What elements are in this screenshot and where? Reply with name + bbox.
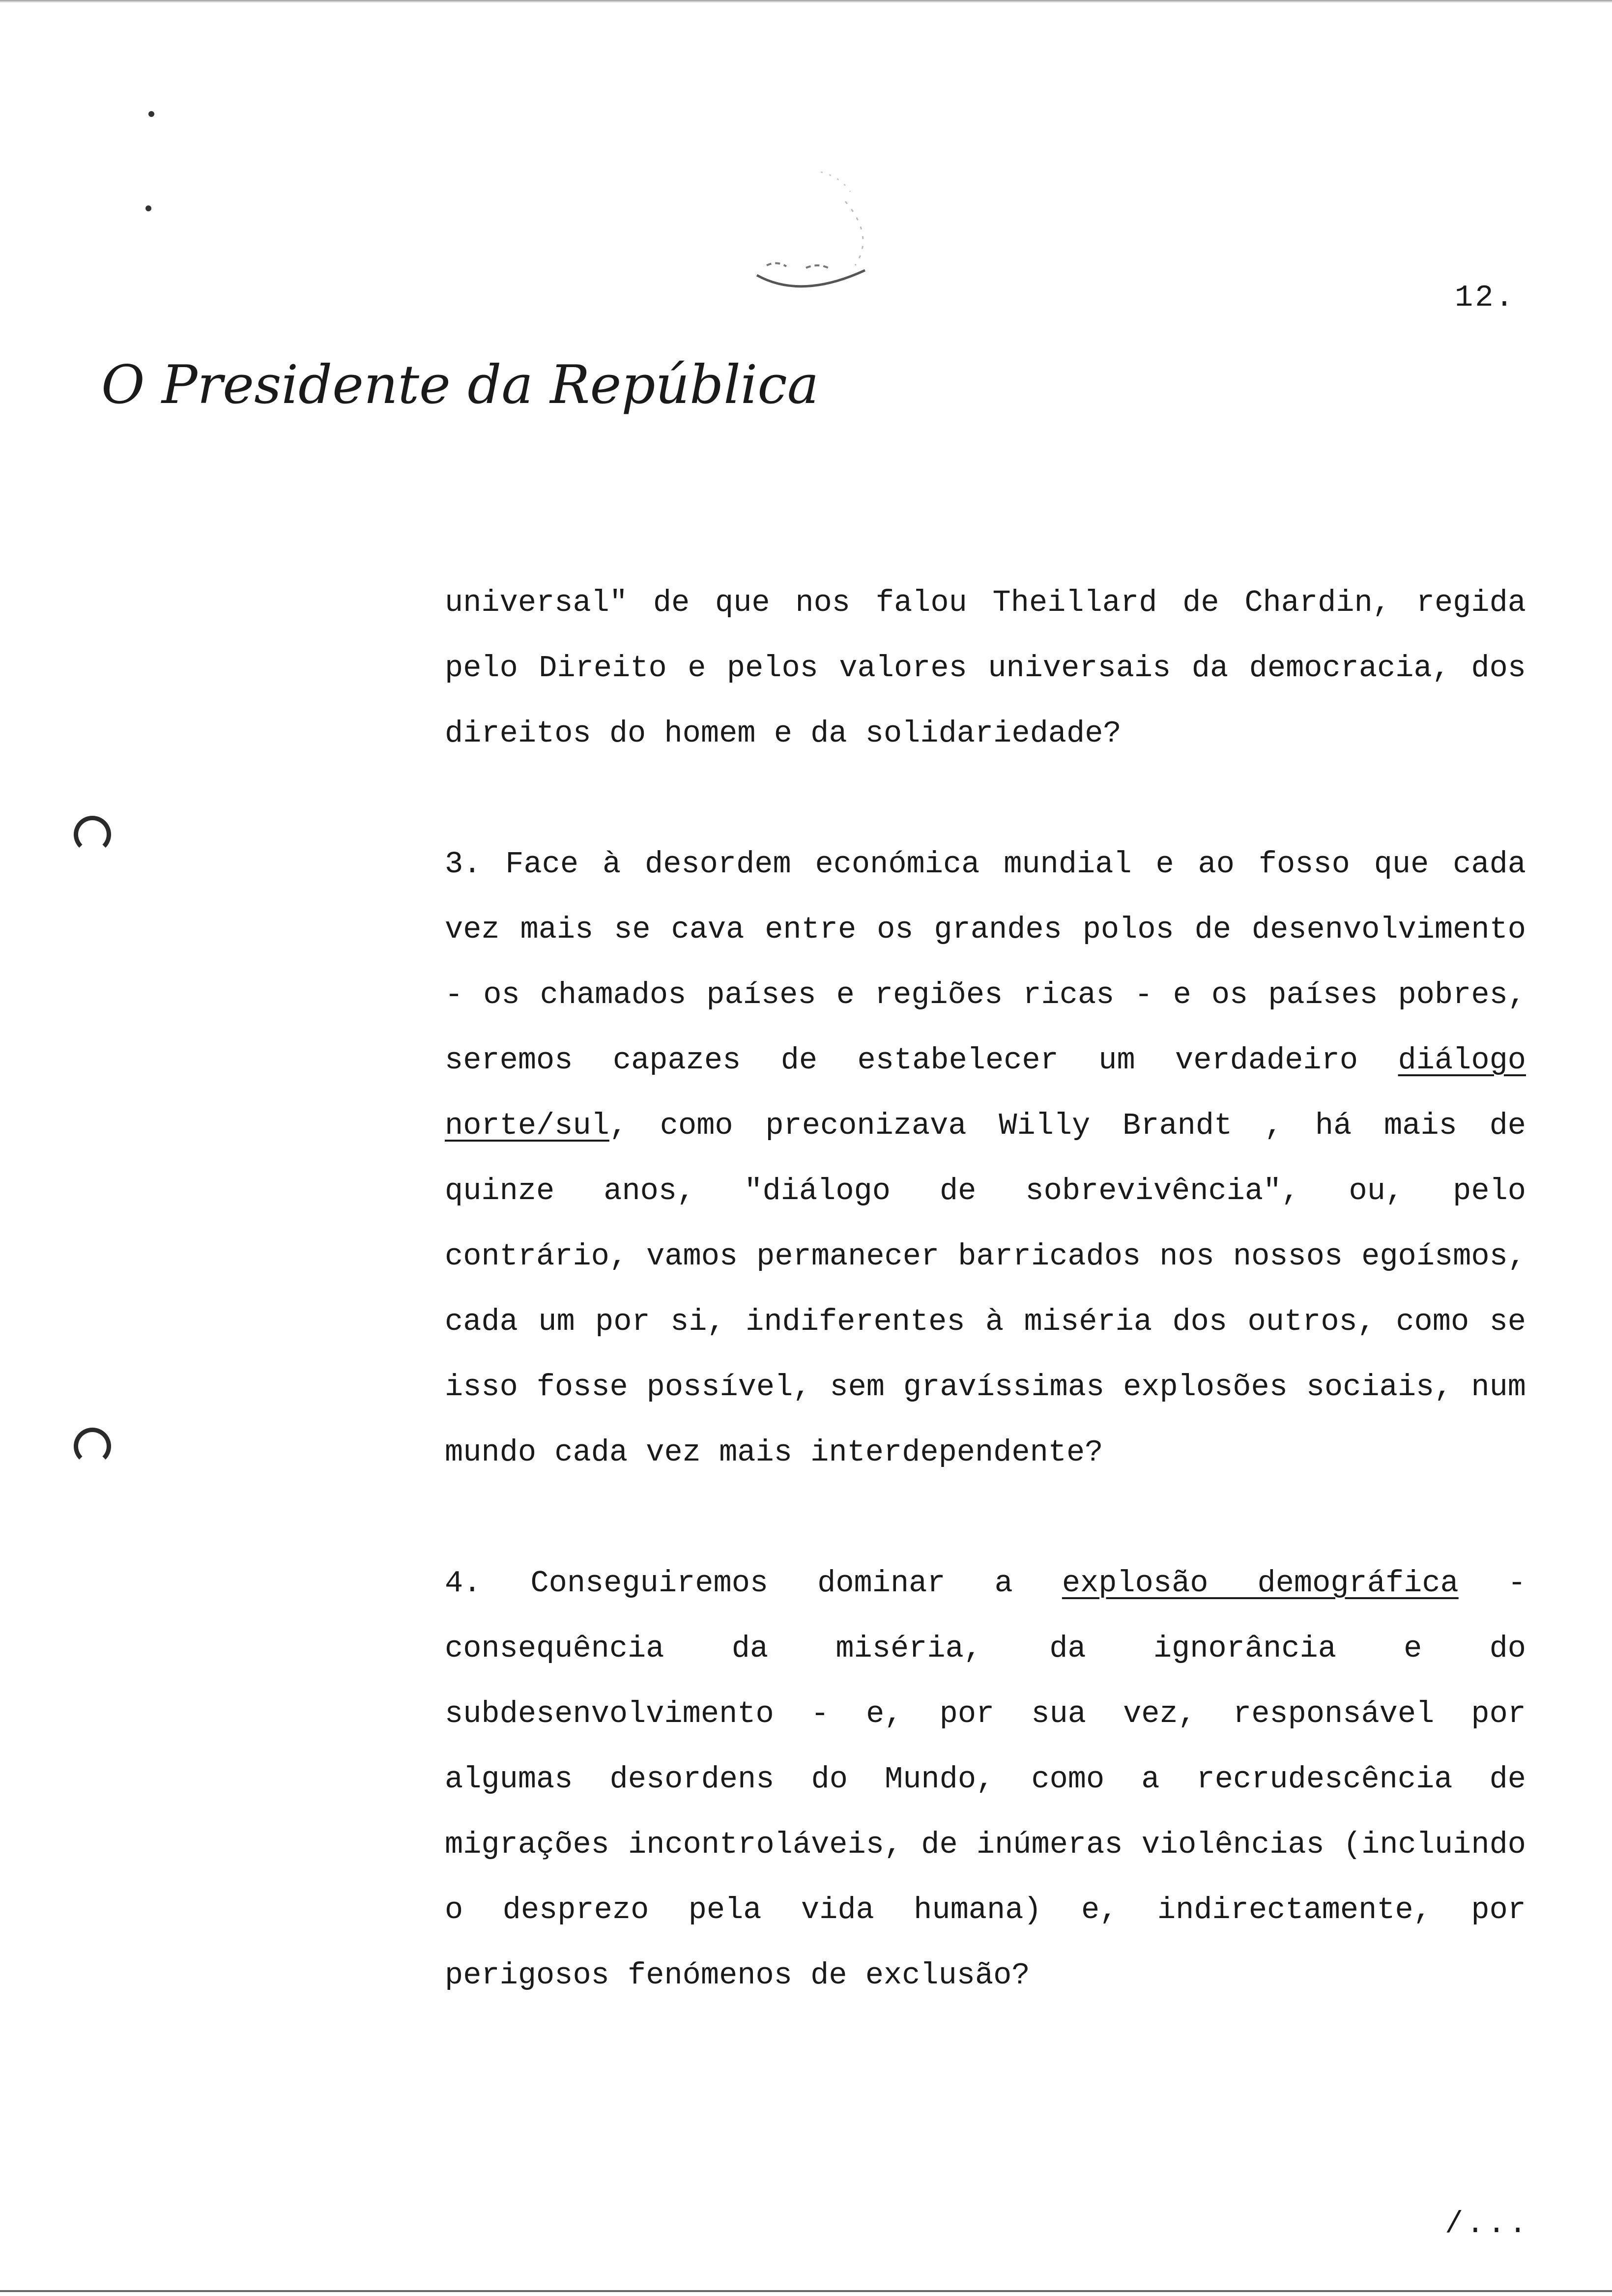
scan-edge-bottom: [0, 2290, 1612, 2292]
faint-seal-mark: [747, 162, 875, 310]
punch-hole: [74, 816, 111, 853]
paragraph-2-text-end: , como preconizava Willy Brandt , há mais de quinze anos, "diálogo de sobrevivência", ou, pelo contrário, vamos permanecer barricados nos nossos egoísmos, cada um por si, indiferentes à miséria dos outros, como se isso fosse possível, sem gravíssimas explosões sociais, num mundo cada vez mais interdependente?: [445, 1108, 1526, 1470]
scan-edge-top: [0, 0, 1612, 3]
punch-hole: [74, 1428, 111, 1465]
paragraph-1-text: universal" de que nos falou Theillard de Chardin, regida pelo Direito e pelos valores universais da democracia, dos direitos do homem e da solidariedade?: [445, 585, 1526, 751]
paragraph-3-text-start: 4. Conseguiremos dominar a: [445, 1566, 1062, 1601]
underlined-phrase: explosão demográfica: [1062, 1566, 1459, 1601]
paragraph-3-text-end: - consequência da miséria, da ignorância e do subdesenvolvimento - e, por sua vez, responsável por algumas desordens do Mundo, como a recrudescência de migrações incontroláveis, de inúmeras violências (incluindo o desprezo pela vida humana) e, indirectamente, por perigosos fenómenos de exclusão?: [445, 1566, 1526, 1993]
letterhead-script: [98, 339, 819, 432]
continuation-mark: /...: [1445, 2207, 1530, 2241]
page-number: 12.: [1455, 280, 1516, 315]
paragraph-2-text-start: 3. Face à desordem económica mundial e ao fosso que cada vez mais se cava entre os grandes polos de desenvolvimento - os chamados países e regiões ricas - e os países pobres, seremos capazes de estabelecer um verdadeiro: [445, 847, 1526, 1078]
document-body: [445, 570, 1526, 2008]
scan-dot: [145, 205, 151, 211]
scan-dot: [148, 111, 154, 117]
paragraph-2: [445, 832, 1526, 1485]
paragraph-3: [445, 1550, 1526, 2008]
underlined-phrase: diálogo norte/sul: [445, 1043, 1526, 1143]
paragraph-1: [445, 570, 1526, 766]
letterhead-text: O Presidente da República: [101, 354, 819, 416]
